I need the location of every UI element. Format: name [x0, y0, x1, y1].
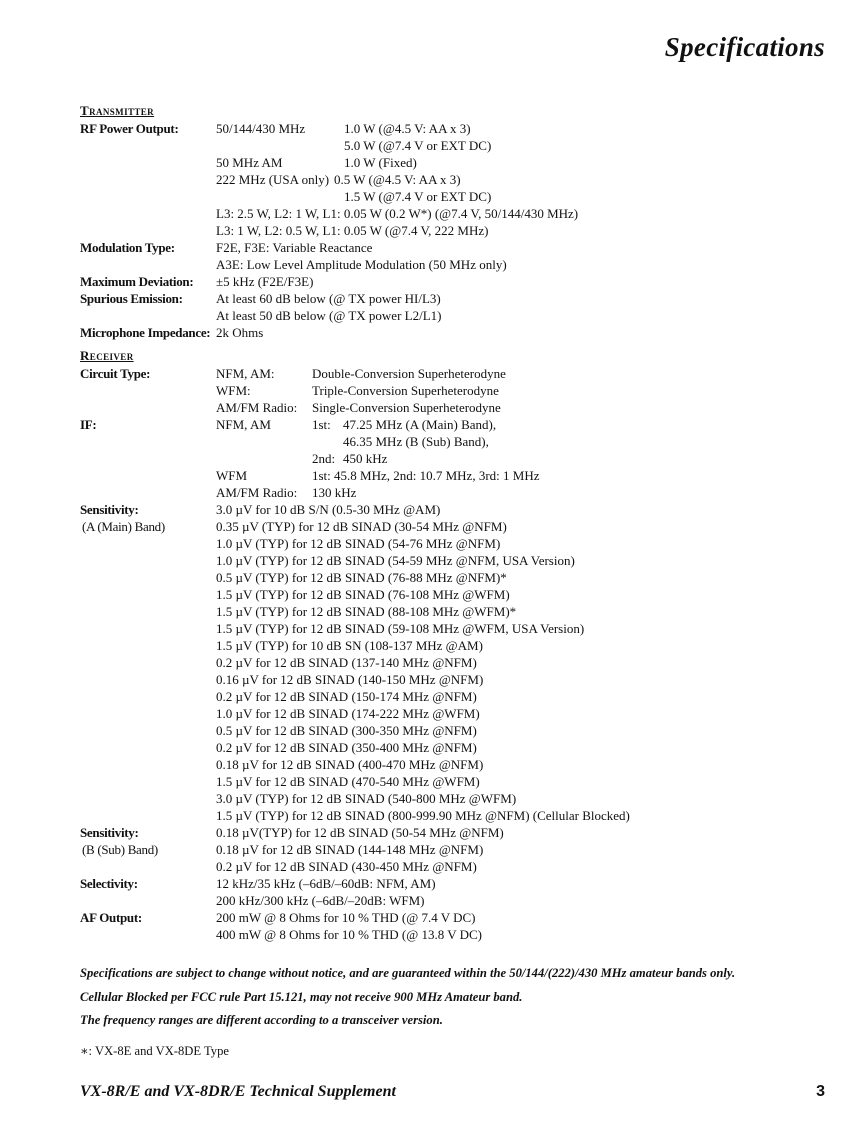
if-mode: WFM — [216, 468, 248, 483]
modulation-row — [80, 256, 840, 273]
sensitivity-row — [80, 620, 840, 637]
sensitivity-value: 3.0 µV (TYP) for 12 dB SINAD (540-800 MHz @WFM) — [216, 791, 517, 806]
if-row — [80, 450, 840, 467]
if-row — [80, 416, 840, 433]
if-2nd-label: 2nd: — [312, 451, 336, 466]
rf-line: L3: 2.5 W, L2: 1 W, L1: 0.05 W (0.2 W*) (@7.4 V, 50/144/430 MHz) — [216, 206, 579, 221]
rf-row — [80, 137, 840, 154]
sensitivity-value: 0.35 µV (TYP) for 12 dB SINAD (30-54 MHz @NFM) — [216, 519, 507, 534]
sensitivity-b-block — [80, 824, 840, 875]
page-number: 3 — [816, 1083, 825, 1100]
sensitivity-row — [80, 722, 840, 739]
sensitivity-row — [80, 654, 840, 671]
rf-value: 1.0 W (@4.5 V: AA x 3) — [344, 121, 471, 136]
sensitivity-value: 0.18 µV for 12 dB SINAD (400-470 MHz @NFM) — [216, 757, 484, 772]
rf-value: 1.5 W (@7.4 V or EXT DC) — [344, 189, 492, 204]
sensitivity-row — [80, 824, 840, 841]
spurious-value: At least 50 dB below (@ TX power L2/L1) — [216, 308, 442, 323]
sensitivity-band-label: (A (Main) Band) — [82, 519, 165, 534]
modulation-row — [80, 239, 840, 256]
spurious-label: Spurious Emission: — [80, 291, 183, 306]
page-title: Specifications — [664, 32, 825, 62]
if-mode: NFM, AM — [216, 417, 271, 432]
circuit-mode: AM/FM Radio: — [216, 400, 298, 415]
if-row — [80, 467, 840, 484]
circuit-row — [80, 399, 840, 416]
sensitivity-value: 0.5 µV (TYP) for 12 dB SINAD (76-88 MHz @NFM)* — [216, 570, 507, 585]
selectivity-row — [80, 892, 840, 909]
sensitivity-value: 1.5 µV (TYP) for 12 dB SINAD (59-108 MHz @WFM, USA Version) — [216, 621, 585, 636]
if-1st-label: 1st: — [312, 417, 331, 432]
sensitivity-value: 0.2 µV for 12 dB SINAD (150-174 MHz @NFM) — [216, 689, 477, 704]
af-output-label: AF Output: — [80, 910, 142, 925]
sensitivity-value: 1.0 µV (TYP) for 12 dB SINAD (54-59 MHz @NFM, USA Version) — [216, 553, 575, 568]
sensitivity-label: Sensitivity: — [80, 825, 139, 840]
modulation-value: F2E, F3E: Variable Reactance — [216, 240, 373, 255]
af-output-value: 400 mW @ 8 Ohms for 10 % THD (@ 13.8 V DC) — [216, 927, 483, 942]
receiver-heading: Receiver — [80, 348, 134, 363]
sensitivity-row — [80, 671, 840, 688]
if-1st-value: 47.25 MHz (A (Main) Band), — [343, 417, 497, 432]
sensitivity-row — [80, 790, 840, 807]
rf-row — [80, 154, 840, 171]
spec-body — [80, 102, 840, 943]
rf-row — [80, 188, 840, 205]
rf-power-label: RF Power Output: — [80, 121, 179, 136]
footer-title: VX-8R/E and VX-8DR/E Technical Supplement — [80, 1083, 396, 1100]
sensitivity-row — [80, 688, 840, 705]
sensitivity-value: 0.2 µV for 12 dB SINAD (430-450 MHz @NFM) — [216, 859, 477, 874]
circuit-mode: NFM, AM: — [216, 366, 275, 381]
circuit-value: Single-Conversion Superheterodyne — [312, 400, 501, 415]
note: Specifications are subject to change without notice, and are guaranteed within the 50/144/(222)/430 MHz amateur bands only. — [80, 966, 736, 980]
mic-label: Microphone Impedance: — [80, 325, 211, 340]
sensitivity-value: 1.0 µV (TYP) for 12 dB SINAD (54-76 MHz @NFM) — [216, 536, 501, 551]
if-row — [80, 433, 840, 450]
sensitivity-row — [80, 501, 840, 518]
mic-value: 2k Ohms — [216, 325, 264, 340]
sensitivity-row — [80, 858, 840, 875]
rf-band: 50 MHz AM — [216, 155, 283, 170]
circuit-row — [80, 365, 840, 382]
sensitivity-value: 0.2 µV for 12 dB SINAD (137-140 MHz @NFM) — [216, 655, 477, 670]
if-amfm-value: 130 kHz — [312, 485, 357, 500]
if-2nd-value: 450 kHz — [343, 451, 388, 466]
sensitivity-row — [80, 841, 840, 858]
sensitivity-value: 1.5 µV (TYP) for 12 dB SINAD (76-108 MHz @WFM) — [216, 587, 510, 602]
sensitivity-value: 1.5 µV (TYP) for 12 dB SINAD (800-999.90 MHz @NFM) (Cellular Blocked) — [216, 808, 630, 823]
sensitivity-row — [80, 773, 840, 790]
rf-value: 5.0 W (@7.4 V or EXT DC) — [344, 138, 492, 153]
rf-row — [80, 205, 840, 222]
sensitivity-value: 1.5 µV (TYP) for 10 dB SN (108-137 MHz @AM) — [216, 638, 483, 653]
rf-row — [80, 120, 840, 137]
sensitivity-value: 1.5 µV (TYP) for 12 dB SINAD (88-108 MHz @WFM)* — [216, 604, 517, 619]
sensitivity-row — [80, 705, 840, 722]
sensitivity-value: 0.2 µV for 12 dB SINAD (350-400 MHz @NFM) — [216, 740, 477, 755]
circuit-row — [80, 382, 840, 399]
selectivity-row — [80, 875, 840, 892]
circuit-label: Circuit Type: — [80, 366, 151, 381]
deviation-value: ±5 kHz (F2E/F3E) — [216, 274, 314, 289]
rf-row — [80, 222, 840, 239]
circuit-value: Double-Conversion Superheterodyne — [312, 366, 506, 381]
modulation-value: A3E: Low Level Amplitude Modulation (50 MHz only) — [216, 257, 507, 272]
if-wfm-value: 1st: 45.8 MHz, 2nd: 10.7 MHz, 3rd: 1 MHz — [312, 468, 540, 483]
sensitivity-label: Sensitivity: — [80, 502, 139, 517]
deviation-row — [80, 273, 840, 290]
if-label: IF: — [80, 417, 97, 432]
notes — [80, 962, 840, 1033]
sensitivity-row — [80, 552, 840, 569]
rf-line: L3: 1 W, L2: 0.5 W, L1: 0.05 W (@7.4 V, 222 MHz) — [216, 223, 489, 238]
sensitivity-row — [80, 756, 840, 773]
if-1st-value: 46.35 MHz (B (Sub) Band), — [343, 434, 489, 449]
rf-value: 0.5 W (@4.5 V: AA x 3) — [334, 172, 461, 187]
transmitter-heading: Transmitter — [80, 103, 155, 118]
sensitivity-row — [80, 637, 840, 654]
sensitivity-row — [80, 603, 840, 620]
selectivity-value: 200 kHz/300 kHz (–6dB/–20dB: WFM) — [216, 893, 425, 908]
af-output-row — [80, 926, 840, 943]
circuit-mode: WFM: — [216, 383, 251, 398]
sensitivity-value: 0.18 µV for 12 dB SINAD (144-148 MHz @NFM) — [216, 842, 484, 857]
sensitivity-value: 1.5 µV for 12 dB SINAD (470-540 MHz @WFM) — [216, 774, 480, 789]
sensitivity-value: 0.16 µV for 12 dB SINAD (140-150 MHz @NFM) — [216, 672, 484, 687]
rf-band: 50/144/430 MHz — [216, 121, 306, 136]
spurious-row — [80, 307, 840, 324]
sensitivity-row — [80, 569, 840, 586]
rf-value: 1.0 W (Fixed) — [344, 155, 417, 170]
sensitivity-row — [80, 807, 840, 824]
if-mode: AM/FM Radio: — [216, 485, 298, 500]
note: Cellular Blocked per FCC rule Part 15.121, may not receive 900 MHz Amateur band. — [80, 989, 523, 1004]
sensitivity-value: 0.18 µV(TYP) for 12 dB SINAD (50-54 MHz @NFM) — [216, 825, 504, 840]
sensitivity-row — [80, 586, 840, 603]
circuit-value: Triple-Conversion Superheterodyne — [312, 383, 499, 398]
sensitivity-value: 1.0 µV for 12 dB SINAD (174-222 MHz @WFM) — [216, 706, 480, 721]
rf-row — [80, 171, 840, 188]
sensitivity-row — [80, 518, 840, 535]
sensitivity-row — [80, 739, 840, 756]
af-output-row — [80, 909, 840, 926]
spurious-value: At least 60 dB below (@ TX power HI/L3) — [216, 291, 441, 306]
mic-row — [80, 324, 840, 341]
sensitivity-row — [80, 535, 840, 552]
rf-band: 222 MHz (USA only) — [216, 172, 330, 187]
af-output-value: 200 mW @ 8 Ohms for 10 % THD (@ 7.4 V DC) — [216, 910, 476, 925]
selectivity-value: 12 kHz/35 kHz (–6dB/–60dB: NFM, AM) — [216, 876, 436, 891]
modulation-label: Modulation Type: — [80, 240, 175, 255]
sensitivity-a-block — [80, 501, 840, 824]
sensitivity-band-label: (B (Sub) Band) — [82, 842, 158, 857]
sensitivity-value: 0.5 µV for 12 dB SINAD (300-350 MHz @NFM) — [216, 723, 477, 738]
footnote: ∗: VX-8E and VX-8DE Type — [80, 1044, 229, 1058]
selectivity-label: Selectivity: — [80, 876, 138, 891]
note: The frequency ranges are different according to a transceiver version. — [80, 1013, 443, 1027]
sensitivity-value: 3.0 µV for 10 dB S/N (0.5-30 MHz @AM) — [216, 502, 441, 517]
if-row — [80, 484, 840, 501]
spurious-row — [80, 290, 840, 307]
deviation-label: Maximum Deviation: — [80, 274, 194, 289]
